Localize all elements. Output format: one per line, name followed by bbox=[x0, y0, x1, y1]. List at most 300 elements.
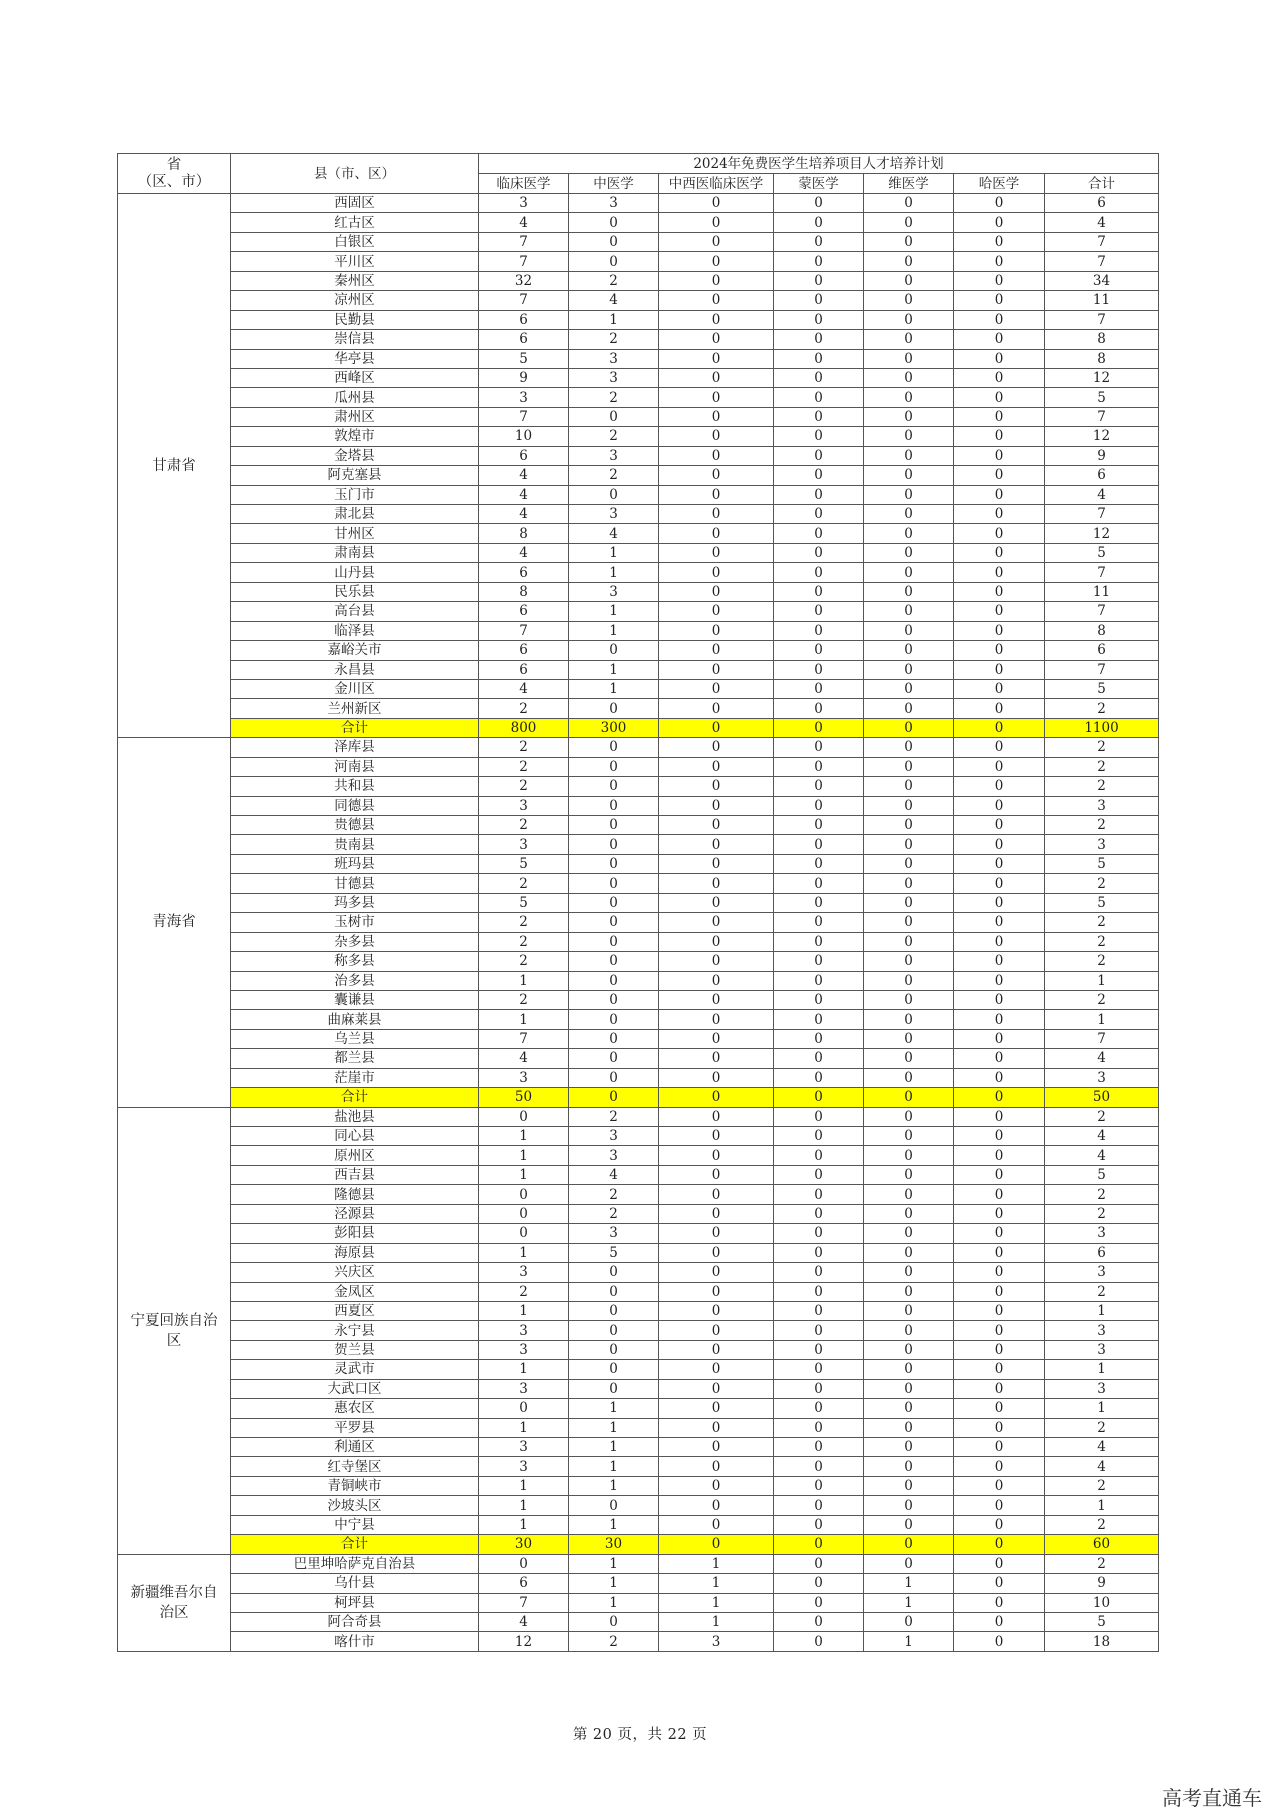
value-cell: 1 bbox=[1045, 971, 1159, 990]
value-cell: 3 bbox=[569, 446, 659, 465]
value-cell: 0 bbox=[569, 1263, 659, 1282]
table-row bbox=[118, 1612, 1159, 1631]
value-cell: 0 bbox=[569, 874, 659, 893]
value-cell: 0 bbox=[659, 485, 774, 504]
plan-title-header: 2024年免费医学生培养项目人才培养计划 bbox=[479, 154, 1159, 174]
total-value-cell: 0 bbox=[774, 1088, 864, 1107]
value-cell: 0 bbox=[864, 621, 954, 640]
value-cell: 2 bbox=[1045, 874, 1159, 893]
county-cell: 玉门市 bbox=[231, 485, 479, 504]
value-cell: 6 bbox=[479, 1574, 569, 1593]
value-cell: 4 bbox=[479, 1049, 569, 1068]
county-cell: 原州区 bbox=[231, 1146, 479, 1165]
table-row bbox=[118, 874, 1159, 893]
table-row bbox=[118, 232, 1159, 251]
value-cell: 4 bbox=[1045, 1457, 1159, 1476]
value-cell: 3 bbox=[1045, 1321, 1159, 1340]
value-cell: 0 bbox=[864, 854, 954, 873]
value-cell: 9 bbox=[1045, 446, 1159, 465]
value-cell: 0 bbox=[954, 1204, 1045, 1223]
province-cell: 新疆维吾尔自治区 bbox=[118, 1554, 231, 1651]
value-cell: 0 bbox=[659, 971, 774, 990]
value-cell: 0 bbox=[954, 621, 1045, 640]
value-cell: 6 bbox=[479, 602, 569, 621]
table-row bbox=[118, 524, 1159, 543]
value-cell: 0 bbox=[954, 1068, 1045, 1087]
county-cell: 兰州新区 bbox=[231, 699, 479, 718]
value-cell: 0 bbox=[774, 1165, 864, 1184]
total-row bbox=[118, 1535, 1159, 1554]
value-cell: 0 bbox=[954, 1321, 1045, 1340]
county-cell: 中宁县 bbox=[231, 1515, 479, 1534]
value-cell: 0 bbox=[774, 1476, 864, 1495]
value-cell: 0 bbox=[774, 524, 864, 543]
county-cell: 河南县 bbox=[231, 757, 479, 776]
value-cell: 6 bbox=[479, 641, 569, 660]
value-cell: 0 bbox=[659, 796, 774, 815]
value-cell: 0 bbox=[774, 446, 864, 465]
value-cell: 0 bbox=[774, 1282, 864, 1301]
value-cell: 0 bbox=[954, 310, 1045, 329]
value-cell: 2 bbox=[1045, 1107, 1159, 1126]
value-cell: 0 bbox=[774, 1418, 864, 1437]
county-cell: 西固区 bbox=[231, 194, 479, 213]
value-cell: 0 bbox=[864, 602, 954, 621]
value-cell: 0 bbox=[954, 330, 1045, 349]
value-cell: 0 bbox=[659, 816, 774, 835]
table-row bbox=[118, 1379, 1159, 1398]
county-cell: 青铜峡市 bbox=[231, 1476, 479, 1495]
value-cell: 3 bbox=[479, 194, 569, 213]
value-cell: 0 bbox=[774, 291, 864, 310]
value-cell: 7 bbox=[479, 232, 569, 251]
value-cell: 2 bbox=[1045, 1204, 1159, 1223]
value-cell: 2 bbox=[1045, 913, 1159, 932]
value-cell: 0 bbox=[774, 1632, 864, 1651]
total-label-cell: 合计 bbox=[231, 718, 479, 737]
value-cell: 0 bbox=[864, 1301, 954, 1320]
value-cell: 0 bbox=[659, 641, 774, 660]
table-row bbox=[118, 699, 1159, 718]
value-cell: 3 bbox=[569, 349, 659, 368]
value-cell: 0 bbox=[774, 1457, 864, 1476]
value-cell: 2 bbox=[479, 874, 569, 893]
value-cell: 0 bbox=[954, 1185, 1045, 1204]
table-row bbox=[118, 777, 1159, 796]
value-cell: 0 bbox=[774, 1204, 864, 1223]
value-cell: 0 bbox=[774, 679, 864, 698]
total-value-cell: 0 bbox=[864, 718, 954, 737]
value-cell: 0 bbox=[774, 1029, 864, 1048]
value-cell: 0 bbox=[864, 990, 954, 1009]
value-cell: 1 bbox=[659, 1593, 774, 1612]
value-cell: 0 bbox=[774, 1127, 864, 1146]
county-cell: 阿克塞县 bbox=[231, 466, 479, 485]
table-row bbox=[118, 1165, 1159, 1184]
value-cell: 0 bbox=[659, 1204, 774, 1223]
table-row bbox=[118, 291, 1159, 310]
column-header: 合计 bbox=[1045, 174, 1159, 194]
value-cell: 1 bbox=[569, 1593, 659, 1612]
value-cell: 2 bbox=[1045, 1554, 1159, 1573]
value-cell: 0 bbox=[774, 427, 864, 446]
value-cell: 0 bbox=[864, 835, 954, 854]
value-cell: 0 bbox=[864, 1612, 954, 1631]
total-row bbox=[118, 1088, 1159, 1107]
value-cell: 5 bbox=[1045, 543, 1159, 562]
value-cell: 3 bbox=[569, 368, 659, 387]
value-cell: 0 bbox=[954, 349, 1045, 368]
value-cell: 0 bbox=[954, 543, 1045, 562]
value-cell: 7 bbox=[1045, 252, 1159, 271]
value-cell: 0 bbox=[954, 913, 1045, 932]
value-cell: 0 bbox=[864, 1457, 954, 1476]
value-cell: 0 bbox=[954, 485, 1045, 504]
value-cell: 1 bbox=[569, 621, 659, 640]
value-cell: 0 bbox=[954, 1301, 1045, 1320]
column-header: 蒙医学 bbox=[774, 174, 864, 194]
value-cell: 0 bbox=[864, 1224, 954, 1243]
value-cell: 0 bbox=[954, 582, 1045, 601]
value-cell: 0 bbox=[954, 1127, 1045, 1146]
value-cell: 0 bbox=[864, 796, 954, 815]
value-cell: 5 bbox=[1045, 893, 1159, 912]
value-cell: 0 bbox=[569, 232, 659, 251]
value-cell: 0 bbox=[659, 252, 774, 271]
value-cell: 0 bbox=[954, 1612, 1045, 1631]
value-cell: 0 bbox=[864, 1068, 954, 1087]
column-header: 临床医学 bbox=[479, 174, 569, 194]
value-cell: 2 bbox=[479, 816, 569, 835]
value-cell: 2 bbox=[1045, 1282, 1159, 1301]
county-cell: 囊谦县 bbox=[231, 990, 479, 1009]
value-cell: 0 bbox=[774, 699, 864, 718]
value-cell: 0 bbox=[569, 932, 659, 951]
value-cell: 0 bbox=[864, 1399, 954, 1418]
value-cell: 3 bbox=[1045, 796, 1159, 815]
value-cell: 2 bbox=[1045, 1185, 1159, 1204]
value-cell: 0 bbox=[864, 699, 954, 718]
value-cell: 2 bbox=[569, 466, 659, 485]
value-cell: 0 bbox=[864, 1243, 954, 1262]
value-cell: 0 bbox=[659, 1068, 774, 1087]
county-cell: 肃州区 bbox=[231, 407, 479, 426]
value-cell: 2 bbox=[479, 699, 569, 718]
value-cell: 0 bbox=[569, 1360, 659, 1379]
value-cell: 0 bbox=[569, 1379, 659, 1398]
value-cell: 0 bbox=[659, 679, 774, 698]
value-cell: 0 bbox=[954, 427, 1045, 446]
value-cell: 0 bbox=[864, 679, 954, 698]
value-cell: 0 bbox=[659, 310, 774, 329]
value-cell: 0 bbox=[864, 330, 954, 349]
table-row bbox=[118, 1554, 1159, 1573]
value-cell: 18 bbox=[1045, 1632, 1159, 1651]
value-cell: 4 bbox=[1045, 1049, 1159, 1068]
value-cell: 0 bbox=[659, 1340, 774, 1359]
value-cell: 1 bbox=[1045, 1496, 1159, 1515]
table-row bbox=[118, 757, 1159, 776]
value-cell: 0 bbox=[659, 1321, 774, 1340]
table-row bbox=[118, 854, 1159, 873]
county-cell: 崇信县 bbox=[231, 330, 479, 349]
county-cell: 红古区 bbox=[231, 213, 479, 232]
value-cell: 0 bbox=[479, 1185, 569, 1204]
value-cell: 0 bbox=[774, 543, 864, 562]
value-cell: 4 bbox=[1045, 1438, 1159, 1457]
table-row bbox=[118, 466, 1159, 485]
value-cell: 0 bbox=[774, 932, 864, 951]
county-cell: 敦煌市 bbox=[231, 427, 479, 446]
value-cell: 0 bbox=[864, 1146, 954, 1165]
value-cell: 0 bbox=[864, 1515, 954, 1534]
county-cell: 贺兰县 bbox=[231, 1340, 479, 1359]
value-cell: 0 bbox=[864, 893, 954, 912]
county-cell: 称多县 bbox=[231, 952, 479, 971]
value-cell: 1 bbox=[569, 1476, 659, 1495]
value-cell: 0 bbox=[659, 952, 774, 971]
value-cell: 0 bbox=[659, 1107, 774, 1126]
value-cell: 8 bbox=[479, 524, 569, 543]
value-cell: 0 bbox=[864, 194, 954, 213]
value-cell: 4 bbox=[569, 291, 659, 310]
value-cell: 4 bbox=[479, 485, 569, 504]
value-cell: 0 bbox=[774, 466, 864, 485]
value-cell: 0 bbox=[954, 271, 1045, 290]
value-cell: 0 bbox=[659, 1496, 774, 1515]
value-cell: 8 bbox=[1045, 330, 1159, 349]
value-cell: 7 bbox=[479, 1029, 569, 1048]
county-header: 县（市、区） bbox=[231, 154, 479, 194]
value-cell: 0 bbox=[954, 1165, 1045, 1184]
value-cell: 12 bbox=[1045, 524, 1159, 543]
value-cell: 0 bbox=[659, 1243, 774, 1262]
total-label-cell: 合计 bbox=[231, 1535, 479, 1554]
value-cell: 34 bbox=[1045, 271, 1159, 290]
total-value-cell: 0 bbox=[659, 718, 774, 737]
value-cell: 0 bbox=[864, 485, 954, 504]
table-row bbox=[118, 485, 1159, 504]
table-row bbox=[118, 1632, 1159, 1651]
value-cell: 0 bbox=[864, 757, 954, 776]
value-cell: 6 bbox=[479, 660, 569, 679]
value-cell: 0 bbox=[659, 1457, 774, 1476]
county-cell: 玛多县 bbox=[231, 893, 479, 912]
value-cell: 0 bbox=[864, 1029, 954, 1048]
value-cell: 0 bbox=[659, 330, 774, 349]
value-cell: 5 bbox=[1045, 1612, 1159, 1631]
value-cell: 10 bbox=[479, 427, 569, 446]
value-cell: 1 bbox=[569, 1574, 659, 1593]
value-cell: 0 bbox=[659, 1263, 774, 1282]
value-cell: 12 bbox=[479, 1632, 569, 1651]
value-cell: 3 bbox=[1045, 1224, 1159, 1243]
value-cell: 6 bbox=[479, 330, 569, 349]
value-cell: 0 bbox=[774, 796, 864, 815]
county-cell: 肃北县 bbox=[231, 505, 479, 524]
value-cell: 0 bbox=[864, 1321, 954, 1340]
value-cell: 1 bbox=[569, 1457, 659, 1476]
value-cell: 0 bbox=[864, 1127, 954, 1146]
value-cell: 0 bbox=[569, 252, 659, 271]
value-cell: 0 bbox=[659, 913, 774, 932]
value-cell: 9 bbox=[479, 368, 569, 387]
value-cell: 0 bbox=[659, 1146, 774, 1165]
table-row bbox=[118, 1263, 1159, 1282]
value-cell: 3 bbox=[569, 1146, 659, 1165]
value-cell: 5 bbox=[479, 893, 569, 912]
value-cell: 0 bbox=[864, 349, 954, 368]
value-cell: 1 bbox=[479, 1146, 569, 1165]
value-cell: 1 bbox=[569, 679, 659, 698]
value-cell: 0 bbox=[659, 893, 774, 912]
value-cell: 0 bbox=[864, 1204, 954, 1223]
value-cell: 0 bbox=[774, 874, 864, 893]
value-cell: 1 bbox=[569, 1554, 659, 1573]
value-cell: 0 bbox=[954, 213, 1045, 232]
value-cell: 0 bbox=[954, 1496, 1045, 1515]
value-cell: 0 bbox=[659, 368, 774, 387]
value-cell: 0 bbox=[659, 602, 774, 621]
value-cell: 0 bbox=[774, 893, 864, 912]
value-cell: 0 bbox=[659, 1438, 774, 1457]
value-cell: 5 bbox=[479, 854, 569, 873]
value-cell: 0 bbox=[954, 1632, 1045, 1651]
value-cell: 0 bbox=[864, 816, 954, 835]
value-cell: 8 bbox=[1045, 621, 1159, 640]
value-cell: 0 bbox=[864, 971, 954, 990]
value-cell: 2 bbox=[479, 738, 569, 757]
table-row bbox=[118, 660, 1159, 679]
value-cell: 0 bbox=[954, 1029, 1045, 1048]
county-cell: 柯坪县 bbox=[231, 1593, 479, 1612]
county-cell: 华亭县 bbox=[231, 349, 479, 368]
value-cell: 7 bbox=[1045, 602, 1159, 621]
value-cell: 0 bbox=[659, 1127, 774, 1146]
province-header: 省 （区、市） bbox=[118, 154, 231, 194]
province-cell: 甘肃省 bbox=[118, 194, 231, 738]
value-cell: 0 bbox=[659, 1029, 774, 1048]
table-row bbox=[118, 952, 1159, 971]
value-cell: 1 bbox=[569, 660, 659, 679]
table-row bbox=[118, 1068, 1159, 1087]
value-cell: 0 bbox=[954, 854, 1045, 873]
county-cell: 秦州区 bbox=[231, 271, 479, 290]
value-cell: 6 bbox=[1045, 194, 1159, 213]
value-cell: 2 bbox=[569, 1107, 659, 1126]
value-cell: 0 bbox=[954, 505, 1045, 524]
value-cell: 0 bbox=[774, 777, 864, 796]
county-cell: 瓜州县 bbox=[231, 388, 479, 407]
value-cell: 0 bbox=[774, 1049, 864, 1068]
table-row bbox=[118, 1418, 1159, 1437]
value-cell: 0 bbox=[864, 1554, 954, 1573]
county-cell: 贵南县 bbox=[231, 835, 479, 854]
value-cell: 0 bbox=[954, 1418, 1045, 1437]
value-cell: 6 bbox=[479, 563, 569, 582]
value-cell: 0 bbox=[659, 213, 774, 232]
county-cell: 喀什市 bbox=[231, 1632, 479, 1651]
value-cell: 0 bbox=[479, 1224, 569, 1243]
table-row bbox=[118, 1010, 1159, 1029]
value-cell: 2 bbox=[569, 271, 659, 290]
value-cell: 0 bbox=[569, 641, 659, 660]
value-cell: 0 bbox=[569, 971, 659, 990]
table-row bbox=[118, 796, 1159, 815]
value-cell: 0 bbox=[774, 1438, 864, 1457]
table-row bbox=[118, 407, 1159, 426]
county-cell: 隆德县 bbox=[231, 1185, 479, 1204]
value-cell: 4 bbox=[569, 1165, 659, 1184]
value-cell: 0 bbox=[774, 310, 864, 329]
value-cell: 0 bbox=[659, 505, 774, 524]
value-cell: 0 bbox=[774, 816, 864, 835]
value-cell: 0 bbox=[954, 1399, 1045, 1418]
value-cell: 2 bbox=[479, 932, 569, 951]
value-cell: 0 bbox=[569, 1282, 659, 1301]
value-cell: 3 bbox=[1045, 1068, 1159, 1087]
county-cell: 利通区 bbox=[231, 1438, 479, 1457]
value-cell: 0 bbox=[774, 835, 864, 854]
value-cell: 0 bbox=[954, 1340, 1045, 1359]
value-cell: 7 bbox=[1045, 407, 1159, 426]
value-cell: 0 bbox=[864, 427, 954, 446]
value-cell: 10 bbox=[1045, 1593, 1159, 1612]
county-cell: 金川区 bbox=[231, 679, 479, 698]
county-cell: 沙坡头区 bbox=[231, 1496, 479, 1515]
county-cell: 平罗县 bbox=[231, 1418, 479, 1437]
value-cell: 3 bbox=[569, 582, 659, 601]
value-cell: 5 bbox=[1045, 854, 1159, 873]
value-cell: 0 bbox=[864, 738, 954, 757]
county-cell: 玉树市 bbox=[231, 913, 479, 932]
value-cell: 0 bbox=[659, 563, 774, 582]
value-cell: 0 bbox=[954, 1476, 1045, 1495]
county-cell: 红寺堡区 bbox=[231, 1457, 479, 1476]
value-cell: 0 bbox=[954, 971, 1045, 990]
value-cell: 5 bbox=[479, 349, 569, 368]
value-cell: 0 bbox=[864, 1010, 954, 1029]
value-cell: 1 bbox=[569, 310, 659, 329]
value-cell: 0 bbox=[569, 893, 659, 912]
total-value-cell: 0 bbox=[954, 1535, 1045, 1554]
total-value-cell: 30 bbox=[569, 1535, 659, 1554]
county-cell: 临泽县 bbox=[231, 621, 479, 640]
table-row bbox=[118, 816, 1159, 835]
value-cell: 3 bbox=[569, 194, 659, 213]
table-row bbox=[118, 427, 1159, 446]
value-cell: 5 bbox=[1045, 388, 1159, 407]
value-cell: 8 bbox=[479, 582, 569, 601]
value-cell: 7 bbox=[479, 621, 569, 640]
value-cell: 3 bbox=[1045, 1263, 1159, 1282]
table-row bbox=[118, 1457, 1159, 1476]
value-cell: 0 bbox=[774, 1301, 864, 1320]
value-cell: 0 bbox=[954, 874, 1045, 893]
value-cell: 0 bbox=[954, 1146, 1045, 1165]
value-cell: 7 bbox=[1045, 563, 1159, 582]
table-row bbox=[118, 252, 1159, 271]
value-cell: 0 bbox=[864, 291, 954, 310]
value-cell: 4 bbox=[479, 505, 569, 524]
county-cell: 凉州区 bbox=[231, 291, 479, 310]
value-cell: 0 bbox=[954, 252, 1045, 271]
value-cell: 0 bbox=[774, 660, 864, 679]
total-value-cell: 0 bbox=[774, 1535, 864, 1554]
value-cell: 0 bbox=[659, 699, 774, 718]
value-cell: 3 bbox=[479, 835, 569, 854]
province-cell: 宁夏回族自治区 bbox=[118, 1107, 231, 1554]
